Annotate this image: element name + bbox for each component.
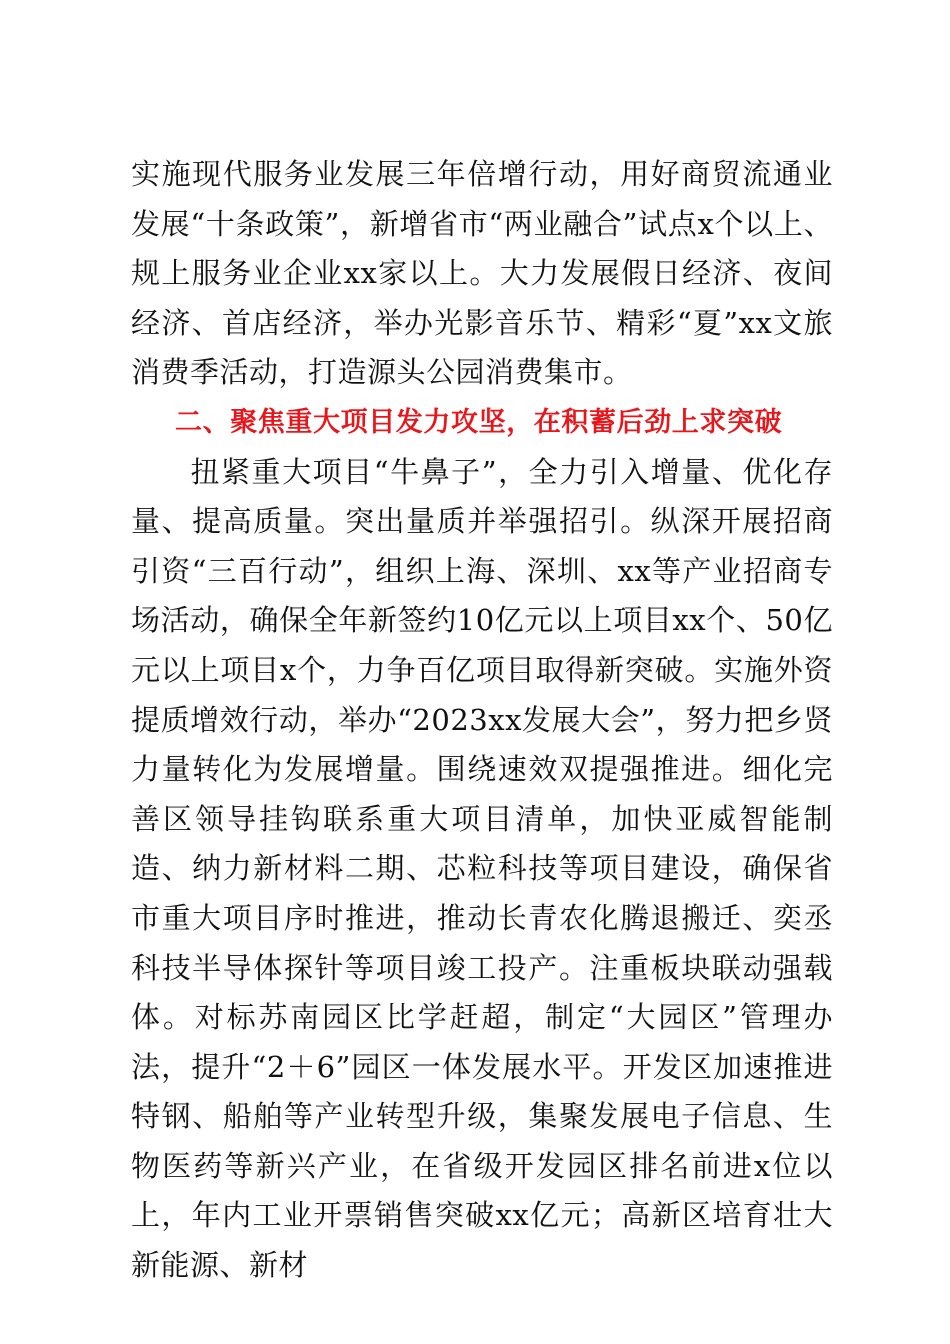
body-paragraph-2: 扭紧重大项目“牛鼻子”，全力引入增量、优化存量、提高质量。突出量质并举强招引。纵深开展招商引资“三百行动”，组织上海、深圳、xx等产业招商专场活动，确保全年新签约10亿元以上项目xx个、50亿元以上项目x个，力争百亿项目取得新突破。实施外资提质增效行动，举办“2023xx发展大会”，努力把乡贤力量转化为发展增量。围绕速效双提强推进。细化完善区领导挂钩联系重大项目清单，加快亚威智能制造、纳力新材料二期、芯粒科技等项目建设，确保省市重大项目序时推进，推动长青农化腾退搬迁、奕丞科技半导体探针等项目竣工投产。注重板块联动强载体。对标苏南园区比学赶超，制定“大园区”管理办法，提升“2＋6”园区一体发展水平。开发区加速推进特钢、船舶等产业转型升级，集聚发展电子信息、生物医药等新兴产业，在省级开发园区排名前进x位以上，年内工业开票销售突破xx亿元；高新区培育壮大新能源、新材 [131, 454, 833, 1283]
section-heading-2: 二、聚焦重大项目发力攻坚，在积蓄后劲上求突破 [175, 406, 783, 438]
body-paragraph-1: 实施现代服务业发展三年倍增行动，用好商贸流通业发展“十条政策”，新增省市“两业融合”试点x个以上、规上服务业企业xx家以上。大力发展假日经济、夜间经济、首店经济，举办光影音乐节、精彩“夏”xx文旅消费季活动，打造源头公园消费集市。 [131, 157, 833, 390]
